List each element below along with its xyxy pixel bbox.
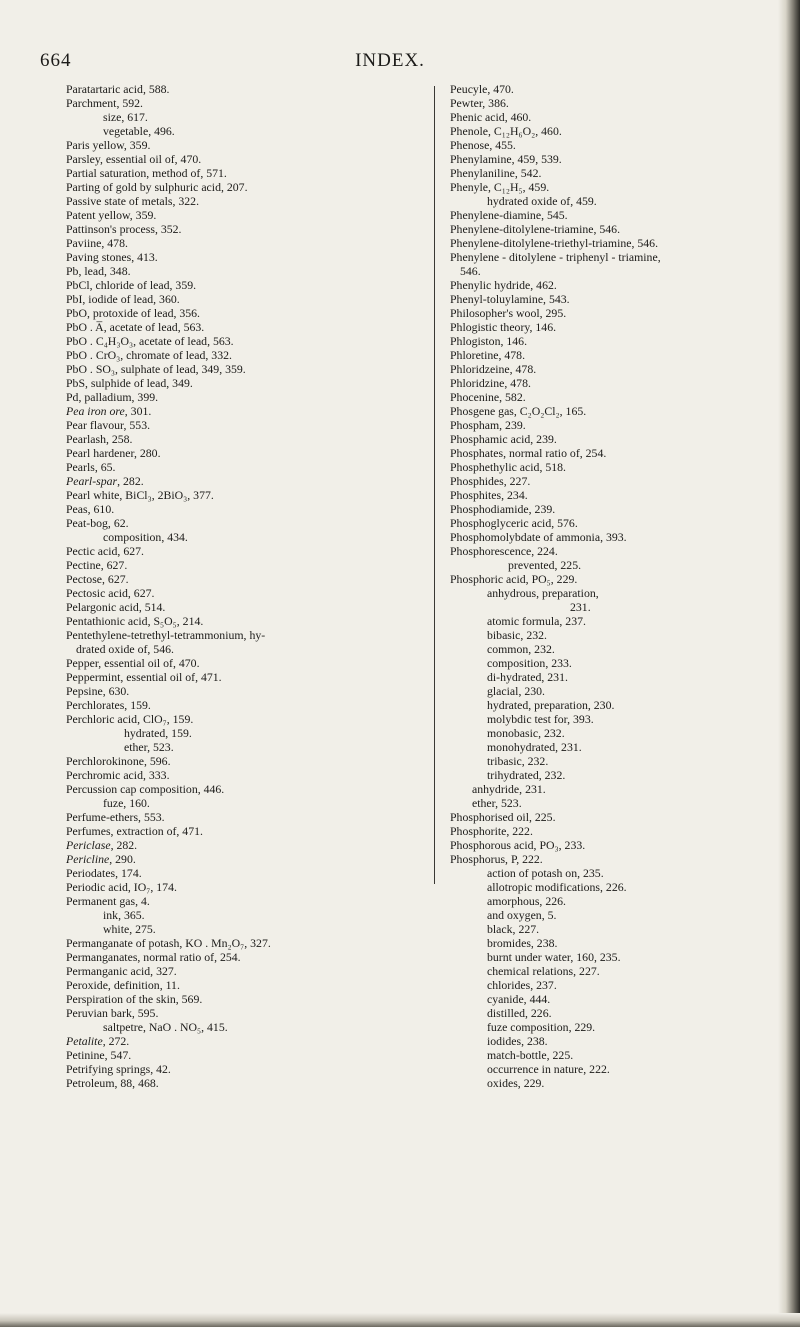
index-entry: Philosopher's wool, 295. [450, 306, 567, 320]
index-entry: amorphous, 226. [487, 894, 566, 908]
index-entry: Periclase, 282. [66, 838, 138, 852]
index-entry: Pear flavour, 553. [66, 418, 151, 432]
index-entry: Pea iron ore, 301. [66, 404, 152, 418]
index-entry: Perfume-ethers, 553. [66, 810, 165, 824]
index-entry: Perfumes, extraction of, 471. [66, 824, 203, 838]
index-entry: Pectose, 627. [66, 572, 129, 586]
index-entry: Phosphorescence, 224. [450, 544, 558, 558]
index-entry: Phenole, C₁₂H₆O₂, 460. [450, 124, 562, 138]
index-entry: Patent yellow, 359. [66, 208, 157, 222]
index-entry: Pearl-spar, 282. [66, 474, 144, 488]
index-entry: black, 227. [487, 922, 540, 936]
index-entry: Paviine, 478. [66, 236, 128, 250]
index-entry: hydrated, 159. [124, 726, 192, 740]
index-entry: and oxygen, 5. [487, 908, 557, 922]
index-entry: hydrated, preparation, 230. [487, 698, 615, 712]
index-entry: Pericline, 290. [66, 852, 136, 866]
index-entry: Phenylaniline, 542. [450, 166, 542, 180]
index-entry: Phosphomolybdate of ammonia, 393. [450, 530, 627, 544]
index-entry: 231. [570, 600, 591, 614]
index-entry: white, 275. [103, 922, 156, 936]
index-entry: Perchromic acid, 333. [66, 768, 170, 782]
index-entry: ink, 365. [103, 908, 145, 922]
index-entry: glacial, 230. [487, 684, 545, 698]
index-entry: Pd, palladium, 399. [66, 390, 159, 404]
index-entry: Passive state of metals, 322. [66, 194, 200, 208]
index-entry: Petinine, 547. [66, 1048, 132, 1062]
index-entry: Percussion cap composition, 446. [66, 782, 225, 796]
index-entry: monobasic, 232. [487, 726, 565, 740]
index-entry: bibasic, 232. [487, 628, 547, 642]
index-entry: Parsley, essential oil of, 470. [66, 152, 202, 166]
index-entry: Peppermint, essential oil of, 471. [66, 670, 222, 684]
index-entry: Pectic acid, 627. [66, 544, 144, 558]
index-entry: Permanganate of potash, KO . Mn₂O₇, 327. [66, 936, 271, 950]
index-entry: Parting of gold by sulphuric acid, 207. [66, 180, 248, 194]
index-entry: Permanent gas, 4. [66, 894, 150, 908]
index-entry: chemical relations, 227. [487, 964, 600, 978]
index-entry: Peucyle, 470. [450, 82, 514, 96]
index-entry: 546. [460, 264, 481, 278]
index-entry: PbI, iodide of lead, 360. [66, 292, 180, 306]
index-entry: Phloretine, 478. [450, 348, 526, 362]
index-entry: Pearl white, BiCl₃, 2BiO₃, 377. [66, 488, 214, 502]
page-header [40, 50, 740, 72]
index-entry: Phosphodiamide, 239. [450, 502, 556, 516]
index-entry: PbCl, chloride of lead, 359. [66, 278, 197, 292]
index-entry: Phenyl-toluylamine, 543. [450, 292, 570, 306]
index-entry: oxides, 229. [487, 1076, 545, 1090]
index-entry: Pearl hardener, 280. [66, 446, 161, 460]
index-entry: bromides, 238. [487, 936, 558, 950]
index-entry: Perspiration of the skin, 569. [66, 992, 203, 1006]
index-entry: Phlogiston, 146. [450, 334, 528, 348]
index-entry: Pectine, 627. [66, 558, 128, 572]
index-entry: fuze composition, 229. [487, 1020, 596, 1034]
index-entry: Pearlash, 258. [66, 432, 133, 446]
index-entry: common, 232. [487, 642, 555, 656]
index-entry: monohydrated, 231. [487, 740, 582, 754]
index-entry: Perchlorates, 159. [66, 698, 151, 712]
index-entry: distilled, 226. [487, 1006, 552, 1020]
index-entry: Pearls, 65. [66, 460, 116, 474]
index-entry: Phosphorous acid, PO₃, 233. [450, 838, 586, 852]
index-entry: Pattinson's process, 352. [66, 222, 182, 236]
index-entry: match-bottle, 225. [487, 1048, 574, 1062]
index-entry: Pb, lead, 348. [66, 264, 131, 278]
index-entry: Phosphorus, P, 222. [450, 852, 543, 866]
index-entry: Peroxide, definition, 11. [66, 978, 180, 992]
index-entry: iodides, 238. [487, 1034, 548, 1048]
index-entry: atomic formula, 237. [487, 614, 586, 628]
index-entry: ether, 523. [124, 740, 174, 754]
index-entry: PbO . SO₃, sulphate of lead, 349, 359. [66, 362, 246, 376]
index-entry: Partial saturation, method of, 571. [66, 166, 227, 180]
index-entry: chlorides, 237. [487, 978, 557, 992]
index-entry: Paris yellow, 359. [66, 138, 151, 152]
index-entry: Permanganic acid, 327. [66, 964, 177, 978]
index-entry: Parchment, 592. [66, 96, 143, 110]
index-entry: di-hydrated, 231. [487, 670, 568, 684]
index-entry: PbO, protoxide of lead, 356. [66, 306, 201, 320]
index-entry: Phocenine, 582. [450, 390, 526, 404]
index-entry: composition, 434. [103, 530, 188, 544]
index-entry: Phosphates, normal ratio of, 254. [450, 446, 607, 460]
running-title: INDEX. [355, 50, 425, 71]
index-entry: tribasic, 232. [487, 754, 549, 768]
index-entry: Peat-bog, 62. [66, 516, 129, 530]
index-entry: anhydride, 231. [472, 782, 546, 796]
index-entry: Phenyle, C₁₂H₅, 459. [450, 180, 550, 194]
index-entry: burnt under water, 160, 235. [487, 950, 621, 964]
index-entry: Phosphethylic acid, 518. [450, 460, 566, 474]
index-entry: Pectosic acid, 627. [66, 586, 155, 600]
index-entry: size, 617. [103, 110, 148, 124]
index-entry: PbO . CrO₃, chromate of lead, 332. [66, 348, 232, 362]
index-entry: Phosphamic acid, 239. [450, 432, 557, 446]
index-entry: Peruvian bark, 595. [66, 1006, 159, 1020]
index-entry: Phosgene gas, C₂O₂Cl₂, 165. [450, 404, 587, 418]
index-entry: Phosphoglyceric acid, 576. [450, 516, 578, 530]
index-entry: Paratartaric acid, 588. [66, 82, 170, 96]
index-entry: Pentethylene-tetrethyl-tetrammonium, hy- [66, 628, 266, 642]
index-entry: Perchlorokinone, 596. [66, 754, 171, 768]
index-entry: cyanide, 444. [487, 992, 551, 1006]
index-entry: Phenic acid, 460. [450, 110, 532, 124]
index-entry: action of potash on, 235. [487, 866, 604, 880]
index-entry: Phospham, 239. [450, 418, 526, 432]
index-entry: Periodic acid, IO₇, 174. [66, 880, 177, 894]
index-entry: Phenylene-diamine, 545. [450, 208, 568, 222]
index-entry: Phosphorite, 222. [450, 824, 533, 838]
index-entry: Pelargonic acid, 514. [66, 600, 166, 614]
page-bottom-shadow [0, 1313, 800, 1327]
index-entry: PbO . C₄H₃O₃, acetate of lead, 563. [66, 334, 234, 348]
index-entry: Pentathionic acid, S₅O₅, 214. [66, 614, 204, 628]
index-entry: prevented, 225. [508, 558, 582, 572]
index-entry: Pepsine, 630. [66, 684, 130, 698]
index-entry: Phenose, 455. [450, 138, 516, 152]
index-column-right [450, 82, 768, 1090]
index-entry: Phloridzeine, 478. [450, 362, 537, 376]
index-entry: Pewter, 386. [450, 96, 509, 110]
index-entry: Phlogistic theory, 146. [450, 320, 557, 334]
index-entry: composition, 233. [487, 656, 572, 670]
index-entry: Phenylene - ditolylene - triphenyl - triamine, [450, 250, 661, 264]
index-entry: Phosphoric acid, PO₅, 229. [450, 572, 578, 586]
index-entry: PbO . A̅, acetate of lead, 563. [66, 320, 205, 334]
index-entry: Petroleum, 88, 468. [66, 1076, 159, 1090]
index-entry: Phenylic hydride, 462. [450, 278, 557, 292]
index-entry: drated oxide of, 546. [76, 642, 174, 656]
index-entry: Phloridzine, 478. [450, 376, 531, 390]
index-entry: trihydrated, 232. [487, 768, 566, 782]
index-entry: anhydrous, preparation, [487, 586, 599, 600]
index-entry: Phosphorised oil, 225. [450, 810, 556, 824]
index-entry: ether, 523. [472, 796, 522, 810]
index-entry: Permanganates, normal ratio of, 254. [66, 950, 241, 964]
index-entry: hydrated oxide of, 459. [487, 194, 597, 208]
index-entry: saltpetre, NaO . NO₅, 415. [103, 1020, 228, 1034]
index-entry: PbS, sulphide of lead, 349. [66, 376, 193, 390]
index-entry: Pepper, essential oil of, 470. [66, 656, 200, 670]
index-entry: Peas, 610. [66, 502, 115, 516]
index-entry: allotropic modifications, 226. [487, 880, 627, 894]
index-entry: Paving stones, 413. [66, 250, 158, 264]
index-entry: Phosphites, 234. [450, 488, 528, 502]
index-entry: Petrifying springs, 42. [66, 1062, 171, 1076]
page-number: 664 [40, 50, 72, 71]
index-entry: Phenylamine, 459, 539. [450, 152, 562, 166]
page-edge-shadow [778, 0, 800, 1327]
column-divider [434, 86, 435, 884]
index-entry: Phenylene-ditolylene-triethyl-triamine, 546. [450, 236, 659, 250]
index-entry: Periodates, 174. [66, 866, 142, 880]
index-entry: vegetable, 496. [103, 124, 175, 138]
index-entry: Petalite, 272. [66, 1034, 130, 1048]
index-column-left [66, 82, 428, 1090]
index-entry: occurrence in nature, 222. [487, 1062, 610, 1076]
index-entry: molybdic test for, 393. [487, 712, 594, 726]
index-entry: Phosphides, 227. [450, 474, 531, 488]
index-entry: Perchloric acid, ClO₇, 159. [66, 712, 194, 726]
index-entry: Phenylene-ditolylene-triamine, 546. [450, 222, 621, 236]
index-entry: fuze, 160. [103, 796, 150, 810]
